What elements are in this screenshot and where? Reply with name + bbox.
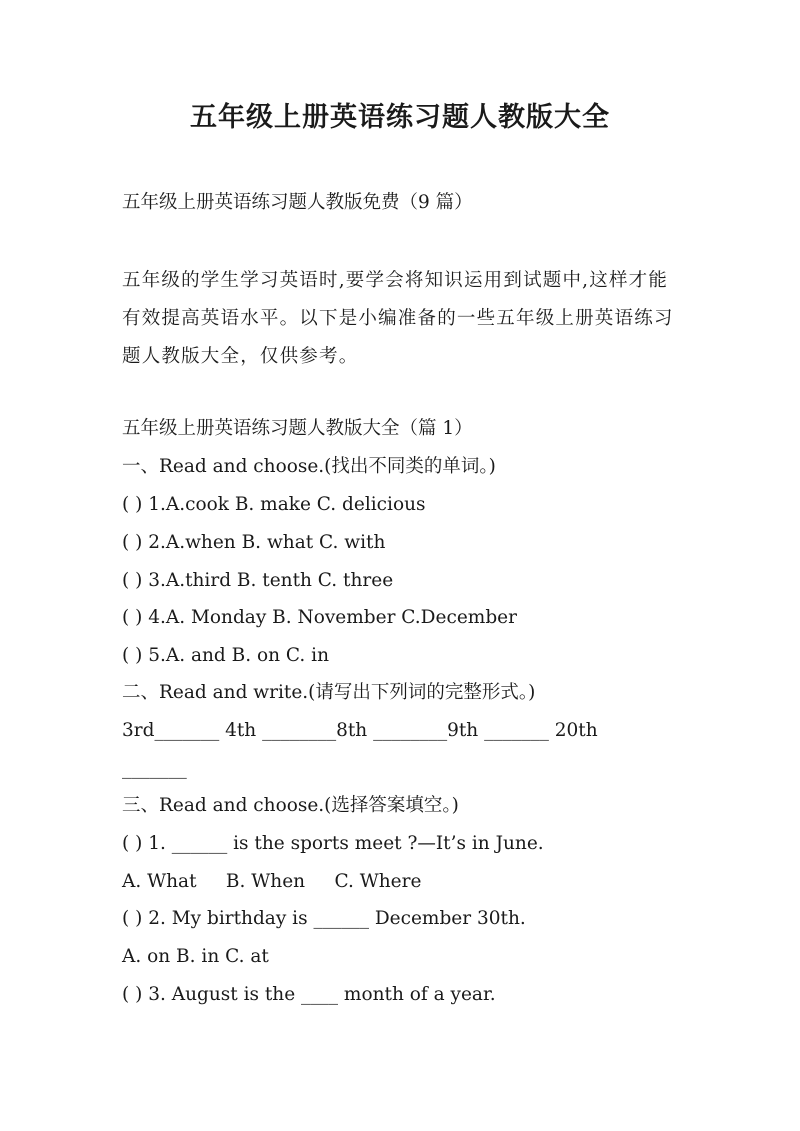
- section-heading: 五年级上册英语练习题人教版大全（篇 1）: [122, 418, 473, 439]
- part1-item: ( ) 2.A.when B. what C. with: [122, 532, 386, 553]
- part2-line: _______: [122, 758, 187, 779]
- part3-line: A. What B. When C. Where: [122, 871, 422, 892]
- part2-heading: 二、Read and write.(请写出下列词的完整形式。): [122, 682, 536, 703]
- part3-line: ( ) 2. My birthday is ______ December 30th.: [122, 908, 526, 929]
- part3-line: ( ) 1. ______ is the sports meet ?—It’s in June.: [122, 833, 544, 854]
- part2-line: 3rd_______ 4th ________8th ________9th _______ 20th: [122, 720, 598, 741]
- part1-heading: 一、Read and choose.(找出不同类的单词。): [122, 456, 496, 477]
- part3-line: ( ) 3. August is the ____ month of a year.: [122, 984, 496, 1005]
- part3-heading: 三、Read and choose.(选择答案填空。): [122, 795, 459, 816]
- document-subtitle: 五年级上册英语练习题人教版免费（9 篇）: [122, 192, 473, 213]
- intro-paragraph: 五年级的学生学习英语时,要学会将知识运用到试题中,这样才能有效提高英语水平。以下是小编准备的一些五年级上册英语练习题人教版大全，仅供参考。: [122, 270, 674, 367]
- part1-item: ( ) 3.A.third B. tenth C. three: [122, 570, 394, 591]
- part3-line: A. on B. in C. at: [122, 946, 269, 967]
- part1-item: ( ) 5.A. and B. on C. in: [122, 645, 330, 666]
- part1-item: ( ) 4.A. Monday B. November C.December: [122, 607, 517, 628]
- part1-item: ( ) 1.A.cook B. make C. delicious: [122, 494, 426, 515]
- document-title: 五年级上册英语练习题人教版大全: [190, 102, 610, 133]
